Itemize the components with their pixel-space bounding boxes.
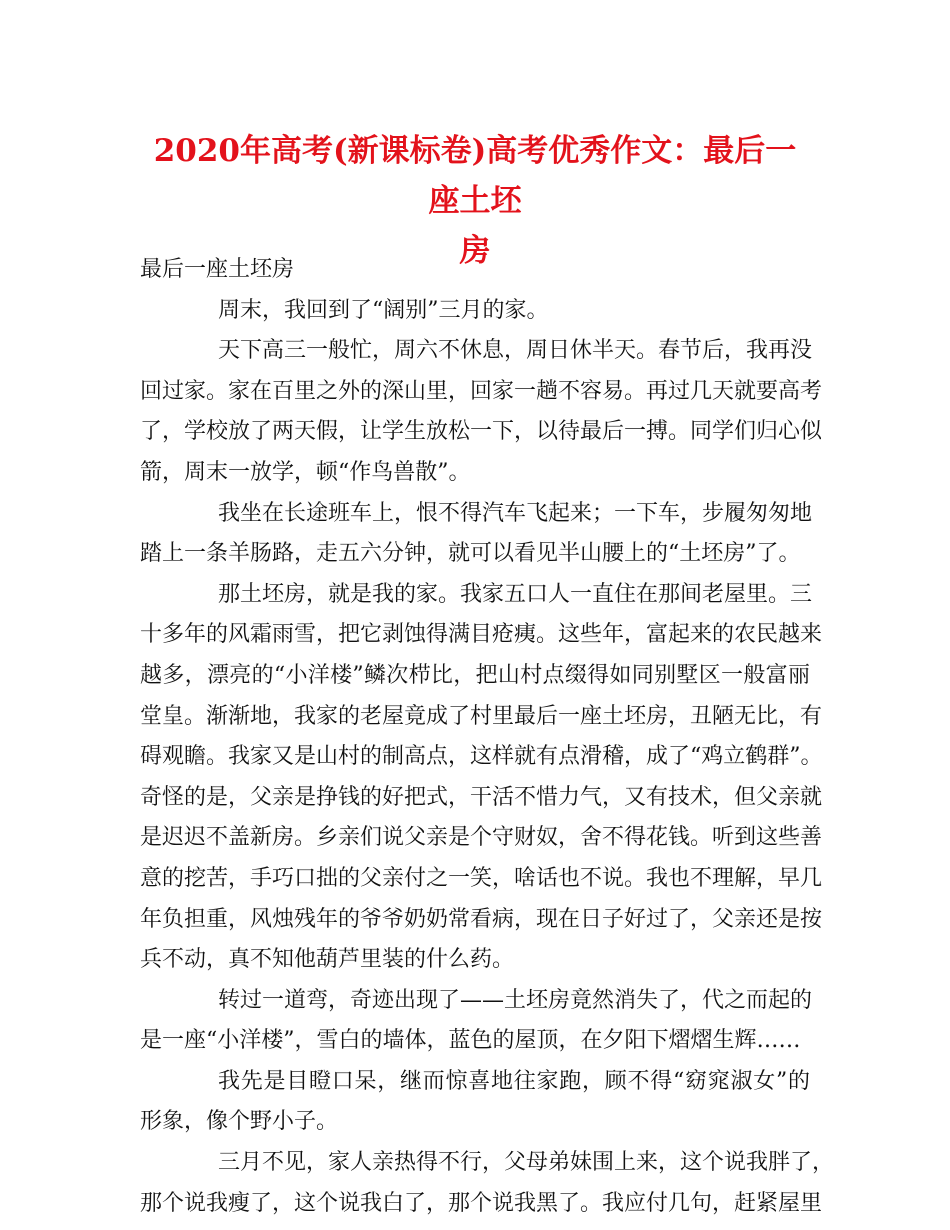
- paragraph: [140, 575, 823, 981]
- paragraph-line: 是一座“小洋楼”，雪白的墙体，蓝色的屋顶，在夕阳下熠熠生辉……: [140, 1028, 801, 1054]
- paragraph: [140, 494, 813, 575]
- paragraph-line: 三月不见，家人亲热得不行，父母弟妹围上来，这个说我胖了，: [218, 1150, 835, 1176]
- paragraph-line: 是迟迟不盖新房。乡亲们说父亲是个守财奴，舍不得花钱。听到这些善: [140, 825, 823, 851]
- paragraph-line: 年负担重，风烛残年的爷爷奶奶常看病，现在日子好过了，父亲还是按: [140, 906, 823, 932]
- paragraph-line: 踏上一条羊肠路，走五六分钟，就可以看见半山腰上的“土坯房”了。: [140, 541, 801, 567]
- paragraph: [140, 1143, 835, 1224]
- paragraph-line: 碍观瞻。我家又是山村的制高点，这样就有点滑稽，成了“鸡立鹤群”。: [140, 744, 823, 770]
- paragraph-line: 周末，我回到了“阔别”三月的家。: [218, 297, 549, 323]
- paragraph-line: 意的挖苦，手巧口拙的父亲付之一笑，啥话也不说。我也不理解，早几: [140, 865, 823, 891]
- paragraph: [140, 291, 810, 332]
- paragraph-line: 天下高三一般忙，周六不休息，周日休半天。春节后，我再没: [218, 338, 813, 364]
- paragraph-line: 那个说我瘦了，这个说我白了，那个说我黑了。我应付几句，赶紧屋里: [140, 1190, 823, 1216]
- paragraph-line: 越多，漂亮的“小洋楼”鳞次栉比，把山村点缀得如同别墅区一般富丽: [140, 662, 810, 688]
- paragraph-line: 兵不动，真不知他葫芦里装的什么药。: [140, 947, 515, 973]
- paragraph-line: 箭，周末一放学，顿“作鸟兽散”。: [140, 459, 471, 485]
- document-body: [140, 250, 835, 1224]
- paragraph-line: 那土坯房，就是我的家。我家五口人一直住在那间老屋里。三: [218, 581, 813, 607]
- paragraph-line: 形象，像个野小子。: [140, 1109, 339, 1135]
- essay-subtitle: 最后一座土坯房: [140, 257, 295, 282]
- paragraph-line: 堂皇。渐渐地，我家的老屋竟成了村里最后一座土坯房，丑陋无比，有: [140, 703, 823, 729]
- paragraph-list: [140, 291, 835, 1225]
- title-line: 2020年高考(新课标卷)高考优秀作文：最后一座土坯: [153, 133, 797, 219]
- paragraph-line: 转过一道弯，奇迹出现了——土坯房竟然消失了，代之而起的: [218, 987, 813, 1013]
- paragraph: [140, 981, 813, 1062]
- paragraph-line: 了，学校放了两天假，让学生放松一下，以待最后一搏。同学们归心似: [140, 419, 823, 445]
- paragraph-line: 十多年的风霜雨雪，把它剥蚀得满目疮痍。这些年，富起来的农民越来: [140, 622, 823, 648]
- paragraph-line: 回过家。家在百里之外的深山里，回家一趟不容易。再过几天就要高考: [140, 378, 823, 404]
- paragraph-line: 我先是目瞪口呆，继而惊喜地往家跑，顾不得“窈窕淑女”的: [218, 1068, 810, 1094]
- title-line: 房: [459, 233, 491, 269]
- paragraph: [140, 331, 823, 493]
- paragraph-line: 奇怪的是，父亲是挣钱的好把式，干活不惜力气，又有技术，但父亲就: [140, 784, 823, 810]
- paragraph-line: 我坐在长途班车上，恨不得汽车飞起来；一下车，步履匆匆地: [218, 500, 813, 526]
- paragraph: [140, 1062, 810, 1143]
